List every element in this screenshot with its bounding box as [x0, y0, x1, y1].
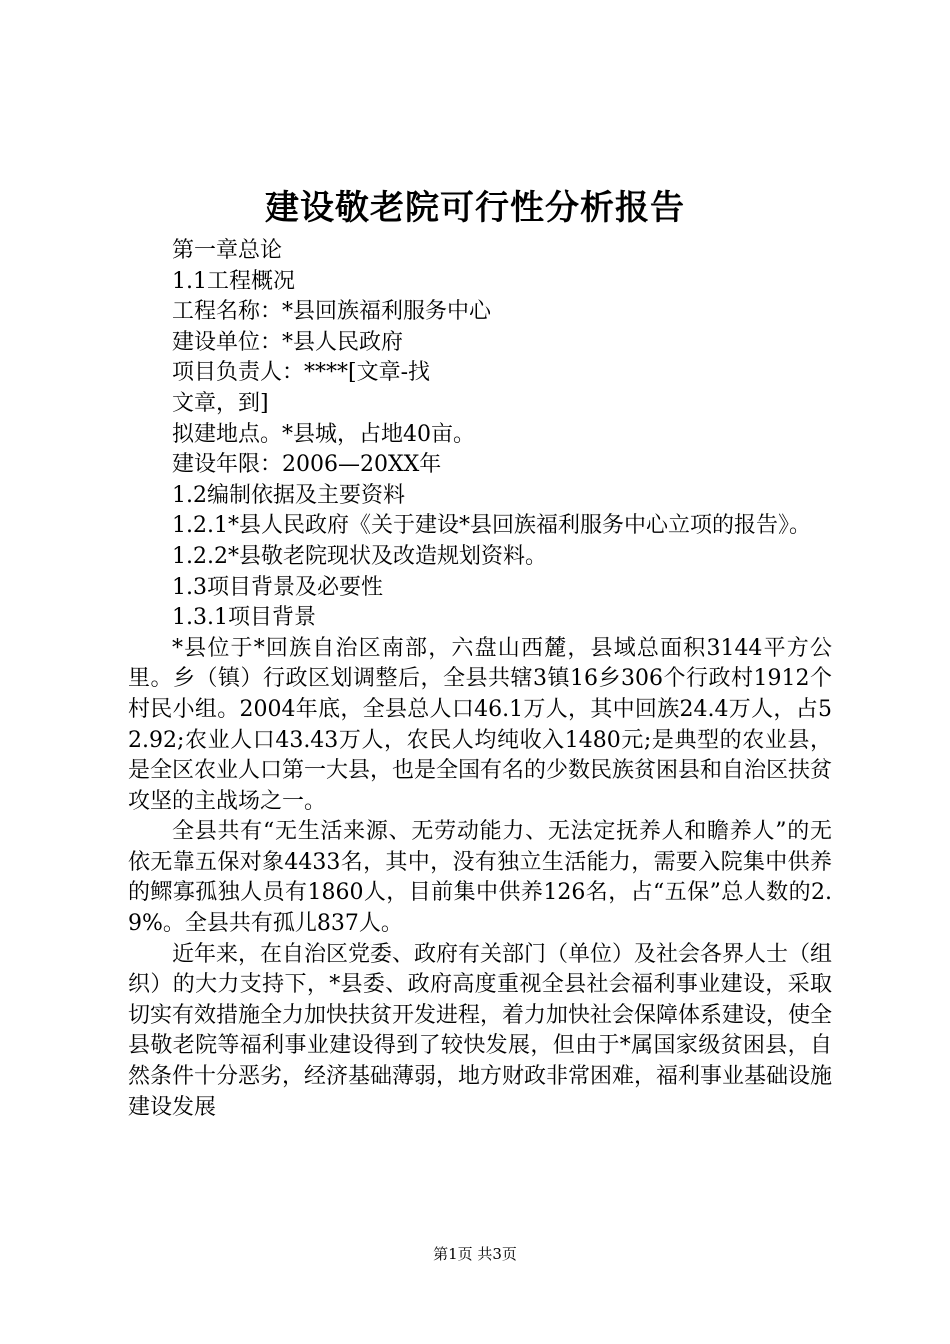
paragraph-section-1-1: 1.1工程概况 [172, 268, 295, 294]
paragraph-section-1-2: 1.2编制依据及主要资料 [172, 482, 405, 508]
paragraph-county-overview: *县位于*回族自治区南部，六盘山西麓，县域总面积3144平方公里。乡（镇）行政区划调整后，全县共辖3镇16乡306个行政村1912个村民小组。2004年底，全县总人口46.1万人，其中回族24.4万人，占52.92;农业人口43.43万人，农民人均纯收入1480元;是典型的农业县，是全区农业人口第一大县，也是全国有名的少数民族贫困县和自治区扶贫攻坚的主战场之一。 [128, 635, 833, 814]
paragraph-recent-years: 近年来，在自治区党委、政府有关部门（单位）及社会各界人士（组织）的大力支持下，*县委、政府高度重视全县社会福利事业建设，采取切实有效措施全力加快扶贫开发进程，着力加快社会保障体系建设，使全县敬老院等福利事业建设得到了较快发展，但由于*属国家级贫困县，自然条件十分恶劣，经济基础薄弱，地方财政非常困难，福利事业基础设施建设发展 [128, 941, 833, 1120]
paragraph-project-leader-cont: 文章，到] [172, 390, 269, 416]
document-title: 建设敬老院可行性分析报告 [265, 188, 685, 228]
page-footer: 第1页 共3页 [433, 1245, 517, 1263]
paragraph-build-period: 建设年限：2006—20XX年 [172, 452, 442, 478]
paragraph-1-2-1: 1.2.1*县人民政府《关于建设*县回族福利服务中心立项的报告》。 [172, 513, 811, 539]
paragraph-1-2-2: 1.2.2*县敬老院现状及改造规划资料。 [172, 543, 547, 569]
document-body [128, 236, 832, 1123]
paragraph-project-leader: 项目负责人：****[文章-找 [172, 360, 431, 386]
paragraph-five-guarantee: 全县共有“无生活来源、无劳动能力、无法定抚养人和瞻养人”的无依无靠五保对象4433名，其中，没有独立生活能力，需要入院集中供养的鳏寡孤独人员有1860人，目前集中供养126名，占“五保”总人数的2.9%。全县共有孤儿837人。 [128, 819, 832, 937]
paragraph-section-1-3: 1.3项目背景及必要性 [172, 574, 383, 600]
paragraph-chapter-heading: 第一章总论 [172, 238, 283, 263]
paragraph-builder: 建设单位：*县人民政府 [172, 329, 404, 355]
paragraph-location: 拟建地点。*县城，占地40亩。 [172, 421, 475, 447]
paragraph-project-name: 工程名称：*县回族福利服务中心 [172, 299, 492, 325]
paragraph-1-3-1: 1.3.1项目背景 [172, 605, 316, 631]
